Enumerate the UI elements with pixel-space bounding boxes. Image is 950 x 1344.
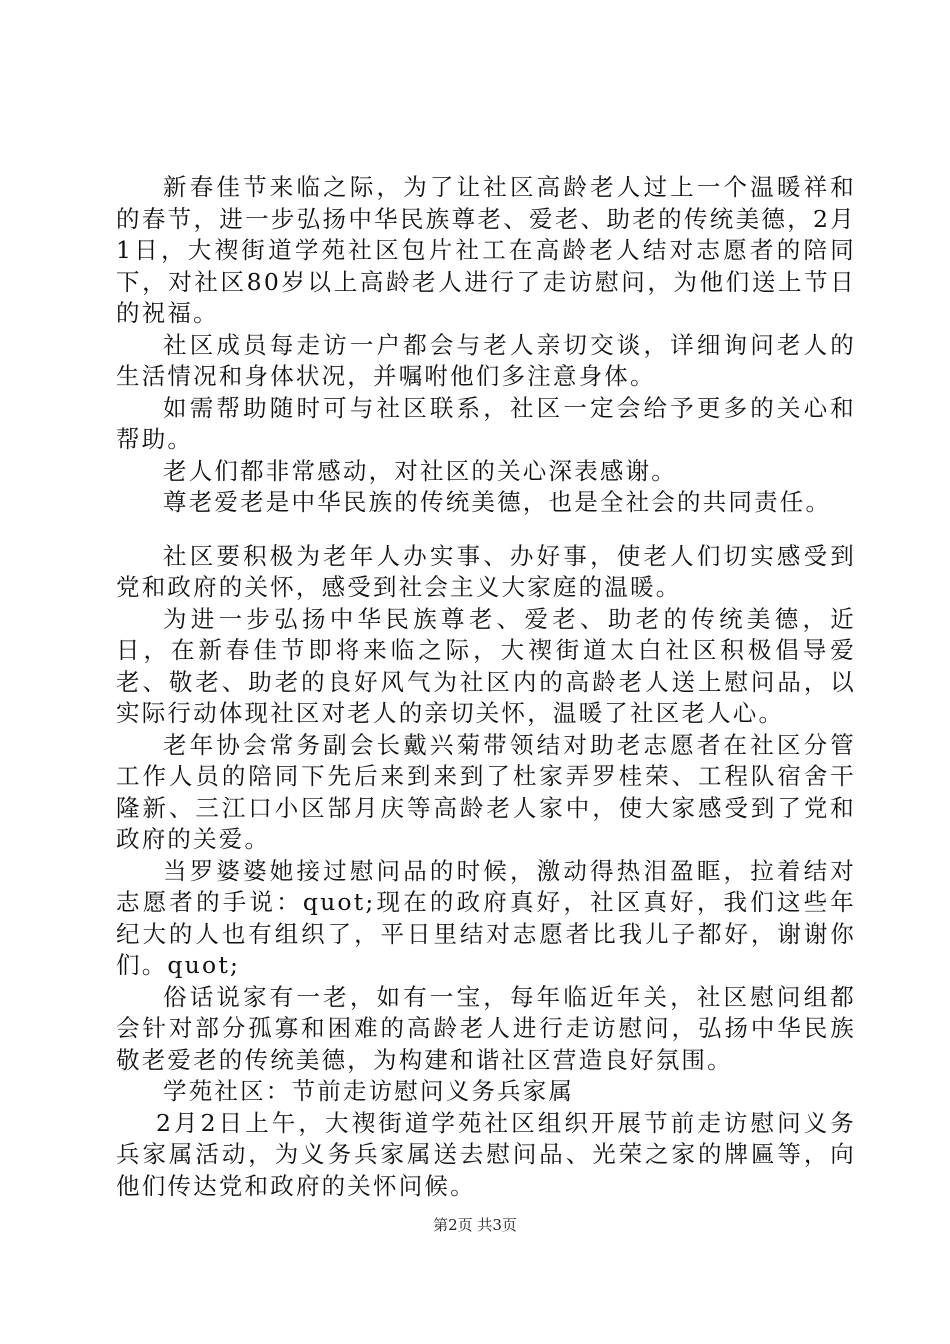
paragraph-7: 为进一步弘扬中华民族尊老、爱老、助老的传统美德，近日，在新春佳节即将来临之际，大禊街道太白社区积极倡导爱老、敬老、助老的良好风气为社区内的高龄老人送上慰问品，以实际行动体现社区对老人的亲切关怀，温暖了社区老人心。 [116, 604, 856, 727]
paragraph-9: 当罗婆婆她接过慰问品的时候，激动得热泪盈眶，拉着结对志愿者的手说：quot;现在的政府真好，社区真好，我们这些年纪大的人也有组织了，平日里结对志愿者比我儿子都好，谢谢你们。quot; [116, 856, 856, 979]
paragraph-6: 社区要积极为老年人办实事、办好事，使老人们切实感受到党和政府的关怀，感受到社会主义大家庭的温暖。 [116, 541, 856, 601]
paragraph-8: 老年协会常务副会长戴兴菊带领结对助老志愿者在社区分管工作人员的陪同下先后来到来到了杜家弄罗桂荣、工程队宿舍干隆新、三江口小区郜月庆等高龄老人家中，使大家感受到了党和政府的关爱。 [116, 730, 856, 853]
section-heading: 学苑社区：节前走访慰问义务兵家属 [163, 1077, 575, 1105]
paragraph-2: 社区成员每走访一户都会与老人亲切交谈，详细询问老人的生活情况和身体状况，并嘱咐他们多注意身体。 [116, 330, 856, 390]
document-body [116, 172, 856, 1202]
page-number-footer: 第2页 共3页 [433, 1216, 517, 1234]
paragraph-1: 新春佳节来临之际，为了让社区高龄老人过上一个温暖祥和的春节，进一步弘扬中华民族尊老、爱老、助老的传统美德，2月1日，大禊街道学苑社区包片社工在高龄老人结对志愿者的陪同下，对社区80岁以上高龄老人进行了走访慰问，为他们送上节日的祝福。 [116, 173, 856, 327]
paragraph-4: 老人们都非常感动，对社区的关心深表感谢。 [163, 456, 677, 485]
paragraph-gap [116, 519, 856, 541]
paragraph-3: 如需帮助随时可与社区联系，社区一定会给予更多的关心和帮助。 [116, 393, 856, 453]
paragraph-10: 俗话说家有一老，如有一宝，每年临近年关，社区慰问组都会针对部分孤寡和困难的高龄老人进行走访慰问，弘扬中华民族敬老爱老的传统美德，为构建和谐社区营造良好氛围。 [116, 982, 856, 1074]
paragraph-5: 尊老爱老是中华民族的传统美德，也是全社会的共同责任。 [163, 488, 832, 516]
paragraph-12: 2月2日上午，大禊街道学苑社区组织开展节前走访慰问义务兵家属活动，为义务兵家属送去慰问品、光荣之家的牌匾等，向他们传达党和政府的关怀问候。 [116, 1108, 856, 1200]
